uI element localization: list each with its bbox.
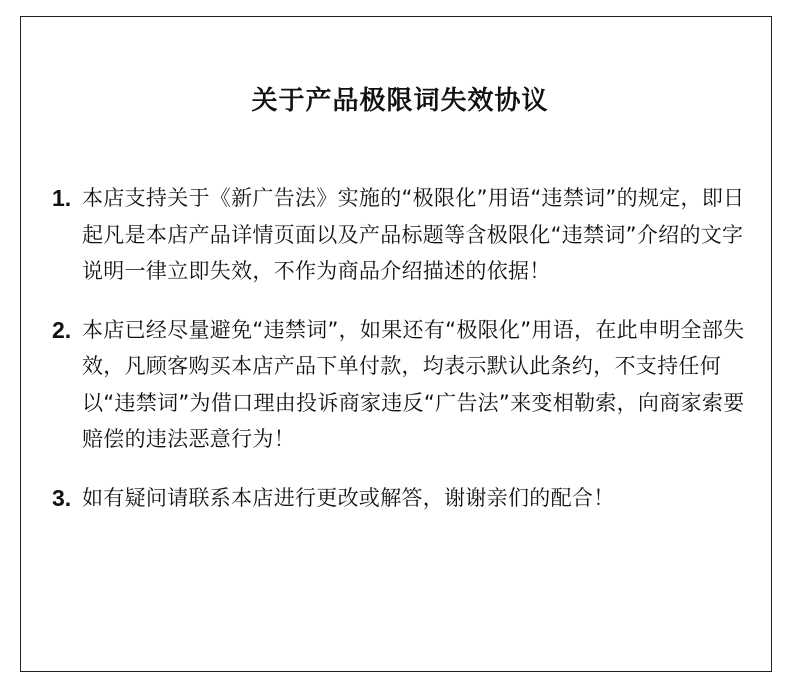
- list-item: [52, 480, 752, 517]
- item-number: 1.: [52, 185, 72, 211]
- page-title: 关于产品极限词失效协议: [251, 86, 549, 116]
- item-text: 如有疑问请联系本店进行更改或解答，谢谢亲们的配合！: [82, 485, 615, 510]
- item-number: 3.: [52, 484, 72, 511]
- item-text: 本店支持关于《新广告法》实施的“极限化”用语“违禁词”的规定，即日起凡是本店产品详情页面以及产品标题等含极限化“违禁词”介绍的文字说明一律立即失效，不作为商品介绍描述的依据！: [82, 186, 745, 283]
- list-item: [52, 312, 752, 458]
- list-item: [52, 180, 752, 290]
- item-text: 本店已经尽量避免“违禁词”，如果还有“极限化”用语，在此申明全部失效，凡顾客购买本店产品下单付款，均表示默认此条约，不支持任何以“违禁词”为借口理由投诉商家违反“广告法”来变相勒索，向商家索要赔偿的违法恶意行为！: [82, 317, 745, 451]
- item-number: 2.: [52, 316, 72, 343]
- agreement-list: [52, 180, 752, 538]
